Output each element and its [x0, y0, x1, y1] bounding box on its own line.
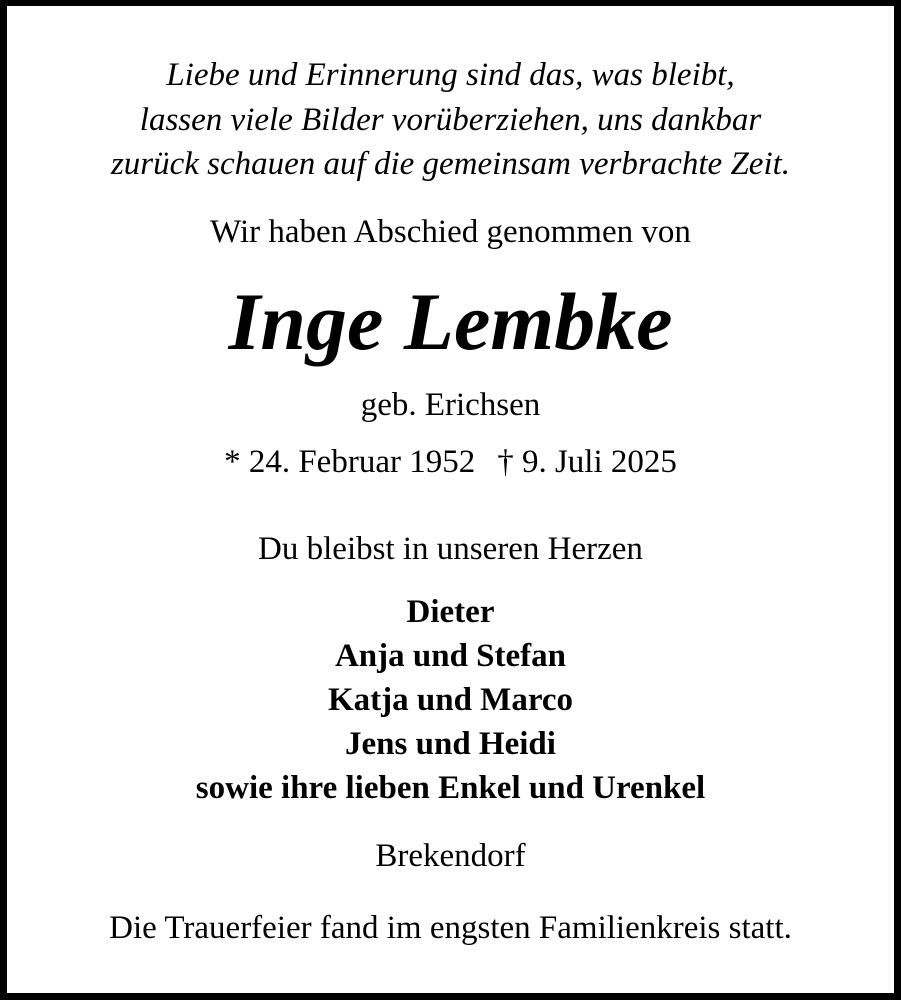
intro-text: Wir haben Abschied genommen von [210, 214, 691, 250]
death-date: † 9. Juli 2025 [497, 444, 677, 480]
closing-phrase: Du bleibst in unseren Herzen [258, 531, 643, 567]
life-dates [7, 446, 894, 479]
maiden-name: geb. Erichsen [360, 387, 541, 423]
deceased-name: Inge Lembke [228, 276, 673, 367]
place: Brekendorf [375, 838, 526, 874]
mourner-line: Anja und Stefan [334, 638, 567, 674]
poem-line-3: zurück schauen auf die gemeinsam verbrachte Zeit. [110, 146, 791, 182]
obituary-notice [7, 6, 894, 993]
birth-date: * 24. Februar 1952 [224, 444, 476, 480]
mourner-line: Jens und Heidi [345, 726, 556, 762]
ceremony-note: Die Trauerfeier fand im engsten Familienkreis statt. [109, 910, 792, 946]
mourner-line: Katja und Marco [327, 682, 574, 718]
mourner-line: sowie ihre lieben Enkel und Urenkel [195, 770, 706, 806]
poem-line-1: Liebe und Erinnerung sind das, was bleibt, [166, 57, 735, 93]
mourner-line: Dieter [406, 594, 495, 630]
poem-line-2: lassen viele Bilder vorüberziehen, uns dankbar [139, 102, 762, 138]
